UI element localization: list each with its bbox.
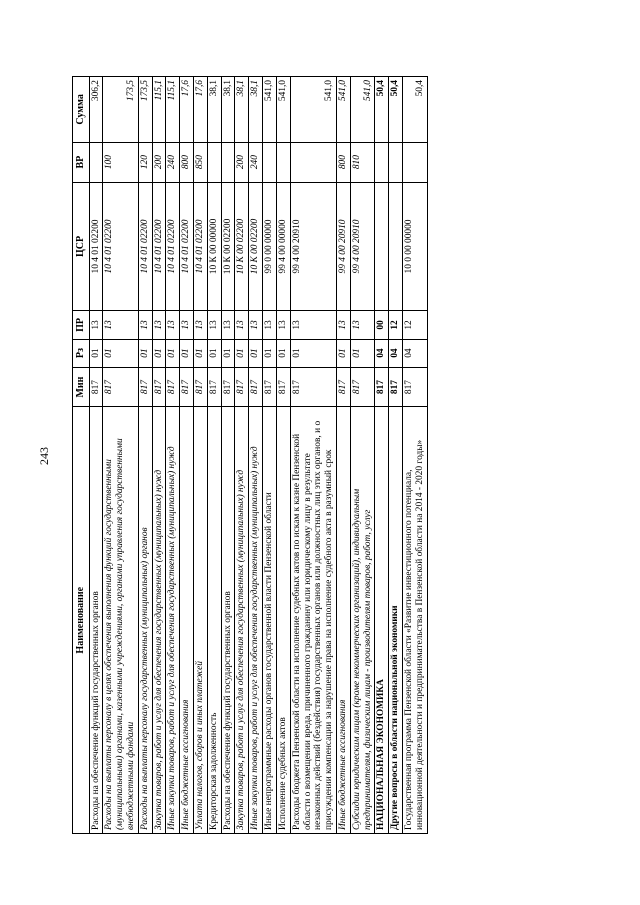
cell-csr bbox=[375, 182, 389, 311]
cell-sum: 541,0 bbox=[350, 77, 375, 143]
cell-pr: 13 bbox=[221, 311, 235, 339]
cell-min: 817 bbox=[89, 367, 103, 407]
cell-vr: 800 bbox=[180, 142, 194, 182]
cell-min: 817 bbox=[375, 367, 389, 407]
cell-sum: 173,5 bbox=[138, 77, 152, 143]
cell-csr: 10 4 01 02200 bbox=[89, 182, 103, 311]
cell-csr: 10 4 01 02200 bbox=[138, 182, 152, 311]
cell-name: Другие вопросы в области национальной экономики bbox=[389, 407, 403, 834]
cell-min: 817 bbox=[276, 367, 290, 407]
cell-rz: 01 bbox=[103, 339, 138, 367]
cell-name: Расходы на обеспечение функций государственных органов bbox=[89, 407, 103, 834]
table-row bbox=[89, 77, 103, 834]
cell-min: 817 bbox=[290, 367, 336, 407]
table-row bbox=[276, 77, 290, 834]
cell-csr: 10 4 01 02200 bbox=[180, 182, 194, 311]
cell-rz: 01 bbox=[290, 339, 336, 367]
cell-pr: 13 bbox=[180, 311, 194, 339]
cell-csr: 10 4 01 02200 bbox=[166, 182, 180, 311]
cell-rz: 01 bbox=[221, 339, 235, 367]
table-row bbox=[138, 77, 152, 834]
cell-rz: 01 bbox=[194, 339, 208, 367]
cell-pr: 00 bbox=[375, 311, 389, 339]
cell-csr: 10 К 00 00000 bbox=[207, 182, 221, 311]
cell-csr: 10 К 00 02200 bbox=[235, 182, 249, 311]
cell-rz: 01 bbox=[276, 339, 290, 367]
cell-rz: 04 bbox=[375, 339, 389, 367]
cell-name: Закупка товаров, работ и услуг для обеспечения государственных (муниципальных) нужд bbox=[235, 407, 249, 834]
cell-vr bbox=[276, 142, 290, 182]
cell-csr: 99 4 00 00000 bbox=[276, 182, 290, 311]
cell-min: 817 bbox=[403, 367, 428, 407]
cell-csr: 10 К 00 02200 bbox=[249, 182, 263, 311]
table-row bbox=[389, 77, 403, 834]
header-csr: ЦСР bbox=[73, 182, 90, 311]
cell-rz: 04 bbox=[403, 339, 428, 367]
cell-vr bbox=[89, 142, 103, 182]
cell-sum: 541,0 bbox=[263, 77, 277, 143]
table-row bbox=[103, 77, 138, 834]
cell-sum: 173,5 bbox=[103, 77, 138, 143]
cell-vr: 240 bbox=[166, 142, 180, 182]
cell-csr: 10 4 01 02200 bbox=[152, 182, 166, 311]
cell-vr: 200 bbox=[152, 142, 166, 182]
cell-vr: 800 bbox=[336, 142, 350, 182]
cell-sum: 50,4 bbox=[403, 77, 428, 143]
cell-csr: 99 4 00 20910 bbox=[336, 182, 350, 311]
cell-sum: 38,1 bbox=[235, 77, 249, 143]
table-row bbox=[336, 77, 350, 834]
cell-rz: 01 bbox=[336, 339, 350, 367]
cell-vr bbox=[403, 142, 428, 182]
cell-name: Исполнение судебных актов bbox=[276, 407, 290, 834]
header-name: Наименование bbox=[73, 407, 90, 834]
cell-pr: 13 bbox=[263, 311, 277, 339]
header-pr: ПР bbox=[73, 311, 90, 339]
cell-sum: 541,0 bbox=[336, 77, 350, 143]
cell-csr: 10 0 00 00000 bbox=[403, 182, 428, 311]
header-sum: Сумма bbox=[73, 77, 90, 143]
cell-name: Кредиторская задолженность bbox=[207, 407, 221, 834]
table-row bbox=[249, 77, 263, 834]
cell-vr: 850 bbox=[194, 142, 208, 182]
cell-sum: 17,6 bbox=[194, 77, 208, 143]
cell-pr: 12 bbox=[403, 311, 428, 339]
cell-vr: 100 bbox=[103, 142, 138, 182]
cell-sum: 115,1 bbox=[166, 77, 180, 143]
cell-name: НАЦИОНАЛЬНАЯ ЭКОНОМИКА bbox=[375, 407, 389, 834]
cell-name: Расходы бюджета Пензенской области на исполнение судебных актов по искам к казне Пензенской области о возмещении вреда, причиненного гражданину или юридическому лицу в результате незаконных действий (бездействия) государственных органов или должностных лиц этих органов, и о присуждении компенсации за нарушение права на исполнение судебного акта в разумный срок bbox=[290, 407, 336, 834]
cell-vr: 810 bbox=[350, 142, 375, 182]
cell-rz: 01 bbox=[350, 339, 375, 367]
table-header-row bbox=[73, 77, 90, 834]
cell-min: 817 bbox=[235, 367, 249, 407]
table-row bbox=[263, 77, 277, 834]
cell-name: Государственная программа Пензенской области «Развитие инвестиционного потенциала, инновационной деятельности и предпринимательства в Пензенской области на 2014 - 2020 годы» bbox=[403, 407, 428, 834]
cell-name: Уплата налогов, сборов и иных платежей bbox=[194, 407, 208, 834]
cell-vr: 240 bbox=[249, 142, 263, 182]
cell-rz: 01 bbox=[138, 339, 152, 367]
table-row bbox=[166, 77, 180, 834]
cell-vr bbox=[389, 142, 403, 182]
cell-vr bbox=[290, 142, 336, 182]
cell-vr: 120 bbox=[138, 142, 152, 182]
cell-name: Субсидии юридическим лицам (кроме некоммерческих организаций), индивидуальным предпринимателям, физическим лицам - производителям товаров, работ, услуг bbox=[350, 407, 375, 834]
cell-min: 817 bbox=[194, 367, 208, 407]
table-row bbox=[403, 77, 428, 834]
cell-name: Расходы на выплаты персоналу в целях обеспечения выполнения функций государственными (муниципальными) органами, казенными учреждениями, органами управления государственными внебюджетными фондами bbox=[103, 407, 138, 834]
cell-pr: 13 bbox=[235, 311, 249, 339]
cell-pr: 13 bbox=[103, 311, 138, 339]
cell-csr: 99 4 00 20910 bbox=[350, 182, 375, 311]
header-rz: Рз bbox=[73, 339, 90, 367]
cell-name: Расходы на выплаты персоналу государственных (муниципальных) органов bbox=[138, 407, 152, 834]
cell-sum: 541,0 bbox=[290, 77, 336, 143]
cell-pr: 12 bbox=[389, 311, 403, 339]
cell-vr bbox=[221, 142, 235, 182]
cell-name: Иные бюджетные ассигнования bbox=[336, 407, 350, 834]
cell-vr bbox=[263, 142, 277, 182]
cell-min: 817 bbox=[138, 367, 152, 407]
cell-rz: 01 bbox=[166, 339, 180, 367]
rotated-table-wrapper bbox=[72, 76, 574, 834]
cell-rz: 01 bbox=[207, 339, 221, 367]
cell-sum: 50,4 bbox=[375, 77, 389, 143]
cell-min: 817 bbox=[336, 367, 350, 407]
table-row bbox=[235, 77, 249, 834]
cell-csr: 99 4 00 20910 bbox=[290, 182, 336, 311]
cell-sum: 306,2 bbox=[89, 77, 103, 143]
cell-vr: 200 bbox=[235, 142, 249, 182]
cell-pr: 13 bbox=[350, 311, 375, 339]
cell-pr: 13 bbox=[249, 311, 263, 339]
cell-sum: 38,1 bbox=[249, 77, 263, 143]
cell-rz: 01 bbox=[180, 339, 194, 367]
cell-min: 817 bbox=[207, 367, 221, 407]
cell-rz: 01 bbox=[235, 339, 249, 367]
cell-pr: 13 bbox=[276, 311, 290, 339]
cell-min: 817 bbox=[249, 367, 263, 407]
cell-min: 817 bbox=[263, 367, 277, 407]
cell-csr: 10 К 00 02200 bbox=[221, 182, 235, 311]
cell-pr: 13 bbox=[194, 311, 208, 339]
cell-sum: 38,1 bbox=[207, 77, 221, 143]
cell-name: Иные закупки товаров, работ и услуг для обеспечения государственных (муниципальных) нужд bbox=[249, 407, 263, 834]
cell-min: 817 bbox=[389, 367, 403, 407]
cell-pr: 13 bbox=[207, 311, 221, 339]
cell-rz: 04 bbox=[389, 339, 403, 367]
cell-sum: 115,1 bbox=[152, 77, 166, 143]
table-row bbox=[207, 77, 221, 834]
table-row bbox=[221, 77, 235, 834]
cell-rz: 01 bbox=[89, 339, 103, 367]
cell-name: Закупка товаров, работ и услуг для обеспечения государственных (муниципальных) нужд bbox=[152, 407, 166, 834]
table-row bbox=[180, 77, 194, 834]
table-row bbox=[375, 77, 389, 834]
cell-min: 817 bbox=[350, 367, 375, 407]
cell-pr: 13 bbox=[166, 311, 180, 339]
cell-min: 817 bbox=[152, 367, 166, 407]
cell-pr: 13 bbox=[152, 311, 166, 339]
cell-name: Иные бюджетные ассигнования bbox=[180, 407, 194, 834]
cell-pr: 13 bbox=[89, 311, 103, 339]
cell-csr: 10 4 01 02200 bbox=[103, 182, 138, 311]
cell-csr: 10 4 01 02200 bbox=[194, 182, 208, 311]
cell-pr: 13 bbox=[290, 311, 336, 339]
cell-sum: 541,0 bbox=[276, 77, 290, 143]
cell-rz: 01 bbox=[152, 339, 166, 367]
cell-pr: 13 bbox=[336, 311, 350, 339]
cell-csr bbox=[389, 182, 403, 311]
cell-rz: 01 bbox=[249, 339, 263, 367]
cell-pr: 13 bbox=[138, 311, 152, 339]
cell-sum: 38,1 bbox=[221, 77, 235, 143]
cell-csr: 99 0 00 00000 bbox=[263, 182, 277, 311]
cell-sum: 17,6 bbox=[180, 77, 194, 143]
cell-sum: 50,4 bbox=[389, 77, 403, 143]
cell-name: Иные закупки товаров, работ и услуг для обеспечения государственных (муниципальных) нужд bbox=[166, 407, 180, 834]
table-row bbox=[152, 77, 166, 834]
cell-min: 817 bbox=[103, 367, 138, 407]
page-number: 243 bbox=[37, 447, 51, 465]
cell-min: 817 bbox=[166, 367, 180, 407]
cell-min: 817 bbox=[180, 367, 194, 407]
cell-min: 817 bbox=[221, 367, 235, 407]
header-vr: ВР bbox=[73, 142, 90, 182]
cell-vr bbox=[375, 142, 389, 182]
cell-vr bbox=[207, 142, 221, 182]
budget-table bbox=[72, 76, 428, 834]
cell-name: Иные непрограммные расходы органов государственной власти Пензенской области bbox=[263, 407, 277, 834]
table-row bbox=[290, 77, 336, 834]
cell-rz: 01 bbox=[263, 339, 277, 367]
table-row bbox=[194, 77, 208, 834]
table-row bbox=[350, 77, 375, 834]
cell-name: Расходы на обеспечение функций государственных органов bbox=[221, 407, 235, 834]
header-min: Мин bbox=[73, 367, 90, 407]
